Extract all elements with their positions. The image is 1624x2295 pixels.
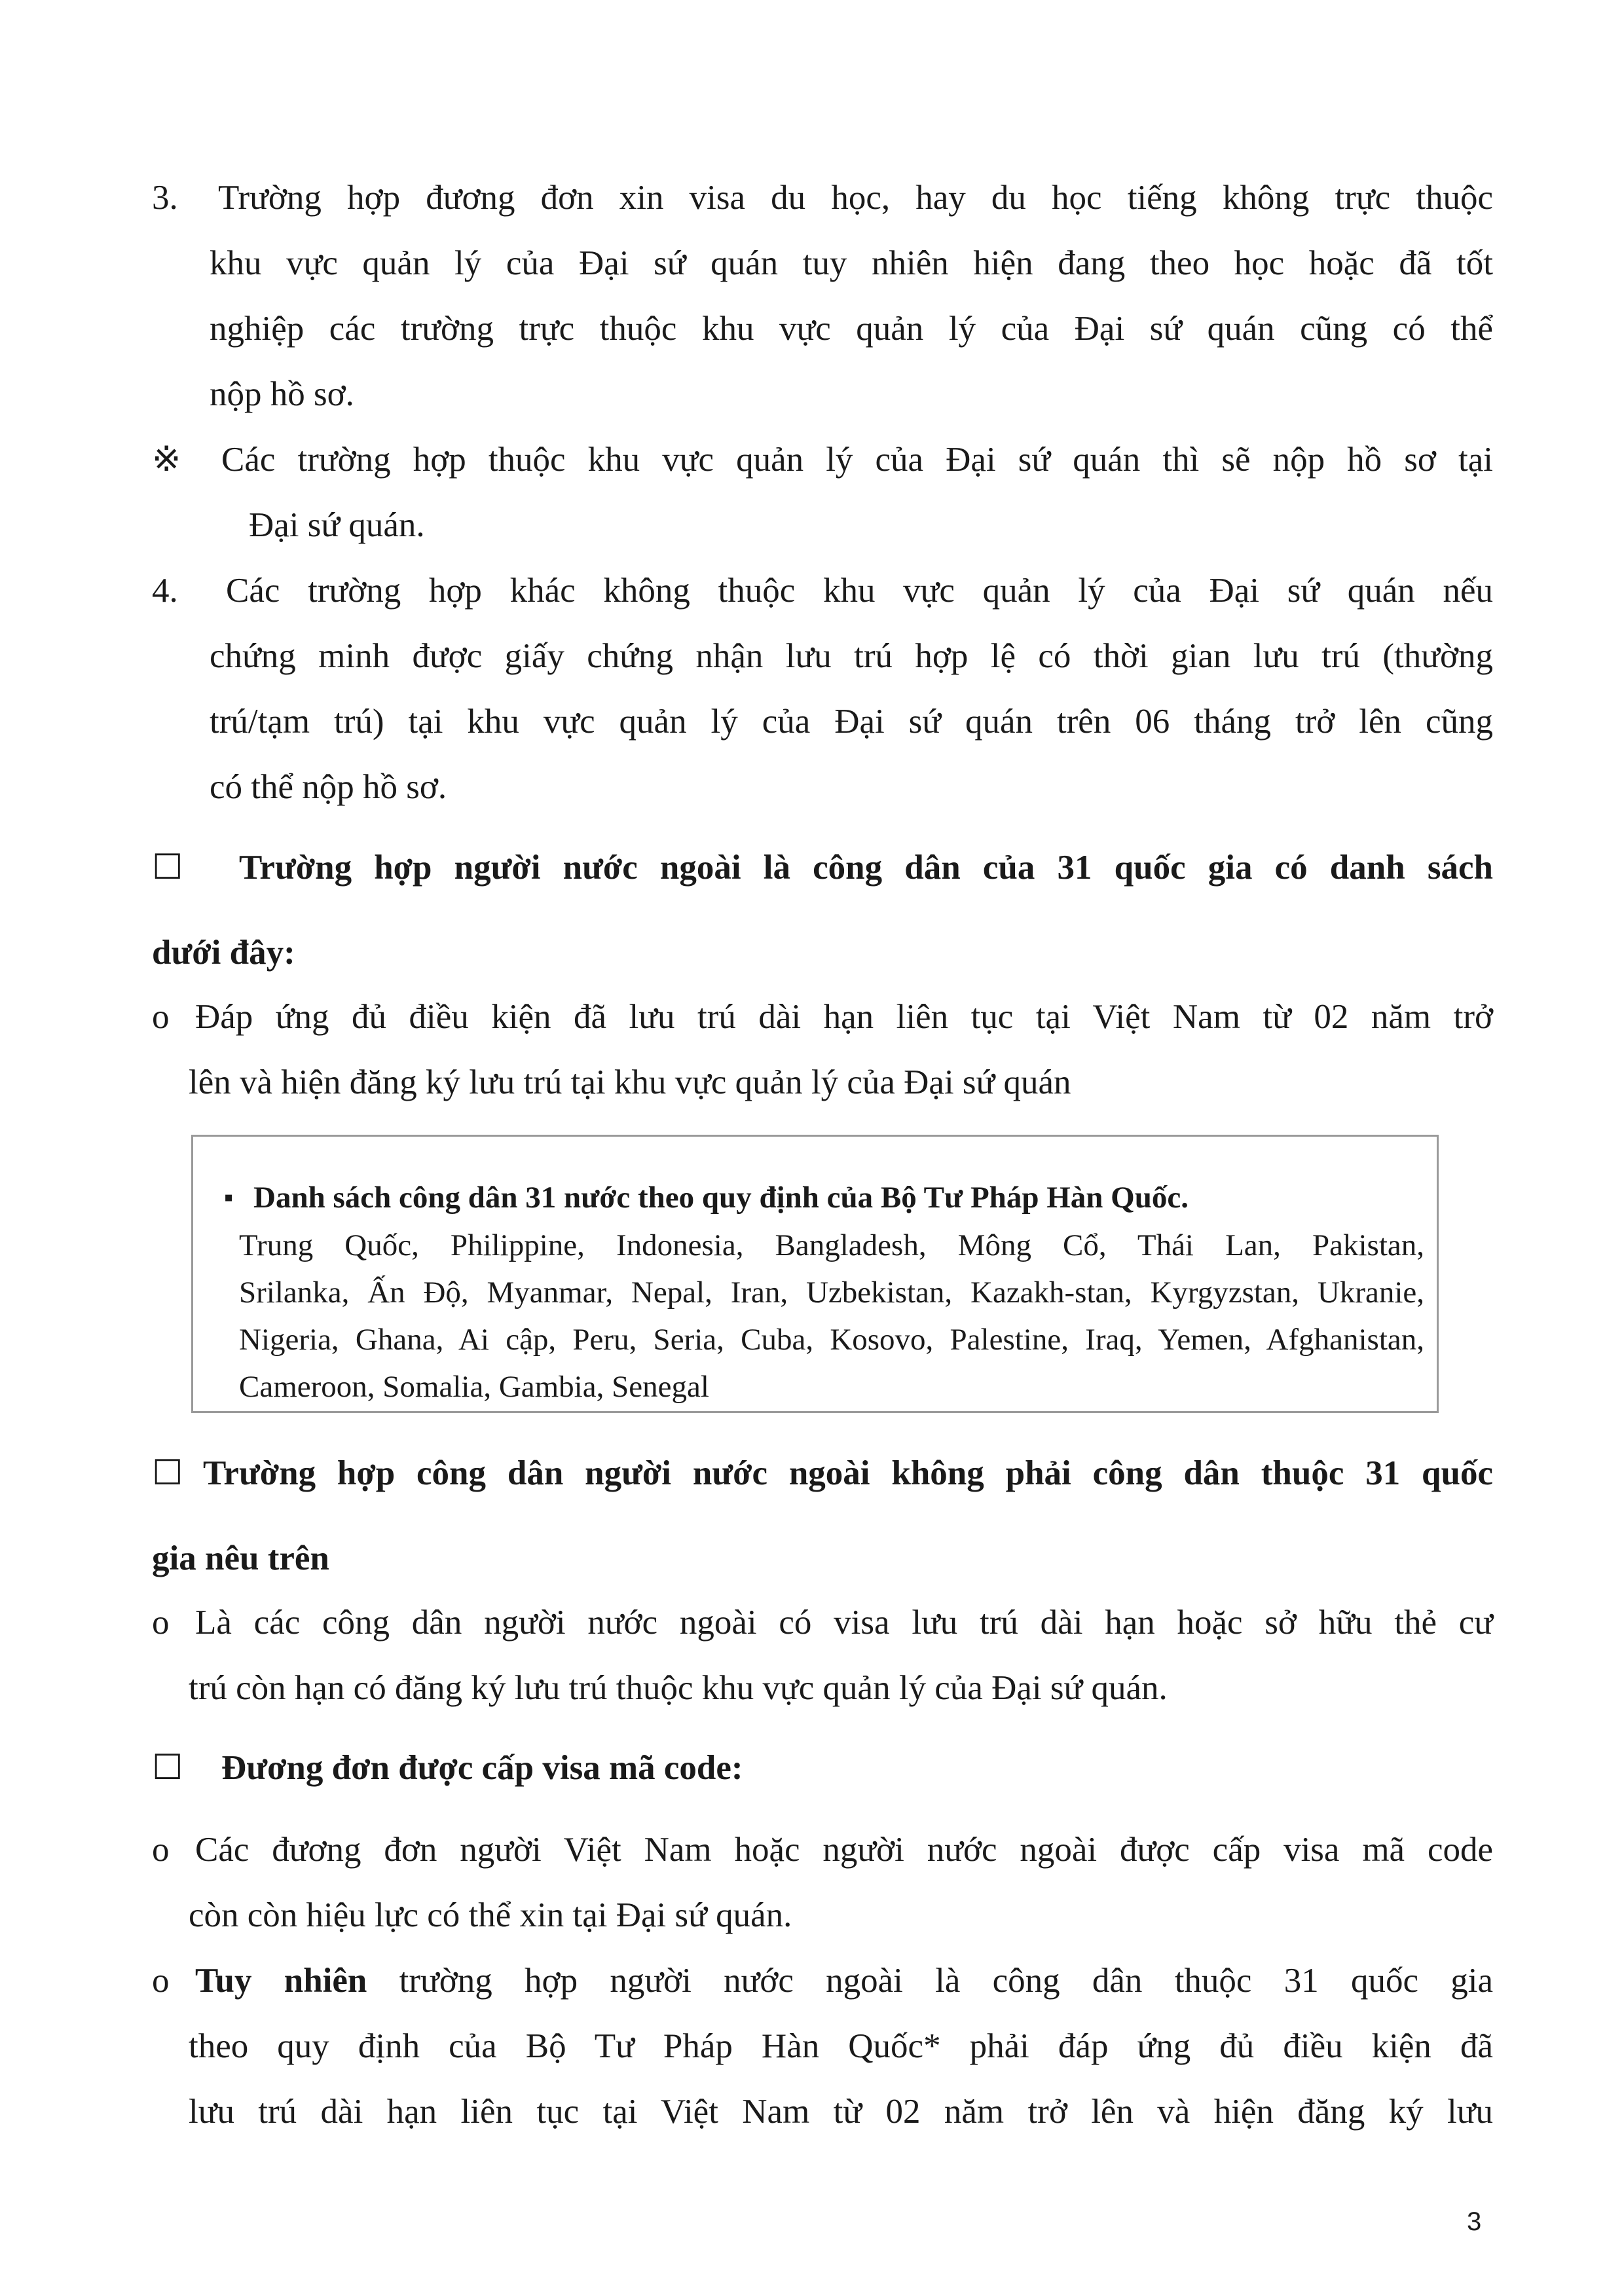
note-line-2: Đại sứ quán. bbox=[249, 506, 425, 544]
section-1-bullet-line-1: Đáp ứng đủ điều kiện đã lưu trú dài hạn liên tục tại Việt Nam từ 02 năm trở bbox=[195, 998, 1493, 1036]
country-list-line-1: Trung Quốc, Philippine, Indonesia, Bangladesh, Mông Cổ, Thái Lan, Pakistan, bbox=[239, 1228, 1424, 1262]
note-line-1: Các trường hợp thuộc khu vực quản lý của Đại sứ quán thì sẽ nộp hồ sơ tại bbox=[221, 441, 1493, 479]
section-3-bullet-1-icon: o bbox=[152, 1831, 170, 1869]
country-list-title: Danh sách công dân 31 nước theo quy định của Bộ Tư Pháp Hàn Quốc. bbox=[253, 1181, 1189, 1215]
section-3-bullet-2-line-2: theo quy định của Bộ Tư Pháp Hàn Quốc* phải đáp ứng đủ điều kiện đã bbox=[189, 2027, 1493, 2065]
section-3-bullet-2-icon: o bbox=[152, 1962, 170, 2000]
section-2-bullet-line-1: Là các công dân người nước ngoài có visa lưu trú dài hạn hoặc sở hữu thẻ cư bbox=[195, 1604, 1493, 1642]
country-list-line-3: Nigeria, Ghana, Ai cập, Peru, Seria, Cuba, Kosovo, Palestine, Iraq, Yemen, Afghanistan, bbox=[239, 1323, 1424, 1357]
item-3-line-3: nghiệp các trường trực thuộc khu vực quản lý của Đại sứ quán cũng có thể bbox=[210, 310, 1493, 348]
country-list-bullet-icon: ▪ bbox=[224, 1183, 234, 1212]
item-3-line-4: nộp hồ sơ. bbox=[210, 375, 354, 413]
item-4-line-1: Các trường hợp khác không thuộc khu vực quản lý của Đại sứ quán nếu bbox=[226, 572, 1493, 610]
however-bold-text: Tuy nhiên bbox=[195, 1962, 367, 2000]
section-3-bullet-1-line-2: còn còn hiệu lực có thể xin tại Đại sứ quán. bbox=[189, 1896, 792, 1934]
item-3-line-1: Trường hợp đương đơn xin visa du học, hay du học tiếng không trực thuộc bbox=[218, 179, 1493, 217]
item-3-number: 3. bbox=[152, 179, 178, 217]
section-2-bullet-icon: o bbox=[152, 1604, 170, 1642]
section-1-bullet-line-2: lên và hiện đăng ký lưu trú tại khu vực quản lý của Đại sứ quán bbox=[189, 1063, 1071, 1101]
section-2-checkbox-icon: ☐ bbox=[152, 1454, 183, 1492]
section-1-heading-line-1: Trường hợp người nước ngoài là công dân của 31 quốc gia có danh sách bbox=[239, 849, 1493, 887]
section-2-heading-line-2: gia nêu trên bbox=[152, 1539, 329, 1577]
item-4-line-2: chứng minh được giấy chứng nhận lưu trú hợp lệ có thời gian lưu trú (thường bbox=[210, 637, 1493, 675]
item-4-line-4: có thể nộp hồ sơ. bbox=[210, 768, 447, 806]
item-4-number: 4. bbox=[152, 572, 178, 610]
section-1-checkbox-icon: ☐ bbox=[152, 849, 183, 887]
country-list-line-4: Cameroon, Somalia, Gambia, Senegal bbox=[239, 1370, 709, 1404]
section-3-bullet-2-line-1 bbox=[195, 1948, 1493, 2013]
section-3-bullet-2-line-3: lưu trú dài hạn liên tục tại Việt Nam từ 02 năm trở lên và hiện đăng ký lưu bbox=[189, 2093, 1493, 2131]
item-3-line-2: khu vực quản lý của Đại sứ quán tuy nhiên hiện đang theo học hoặc đã tốt bbox=[210, 244, 1493, 282]
section-2-heading-line-1: Trường hợp công dân người nước ngoài không phải công dân thuộc 31 quốc bbox=[203, 1454, 1493, 1492]
section-3-bullet-1-line-1: Các đương đơn người Việt Nam hoặc người nước ngoài được cấp visa mã code bbox=[195, 1831, 1493, 1869]
country-list-line-2: Srilanka, Ấn Độ, Myanmar, Nepal, Iran, Uzbekistan, Kazakh-stan, Kyrgyzstan, Ukranie, bbox=[239, 1276, 1424, 1310]
section-2-bullet-line-2: trú còn hạn có đăng ký lưu trú thuộc khu vực quản lý của Đại sứ quán. bbox=[189, 1669, 1168, 1707]
section-3-checkbox-icon: ☐ bbox=[152, 1749, 183, 1787]
page-number: 3 bbox=[1467, 2207, 1482, 2236]
item-4-line-3: trú/tạm trú) tại khu vực quản lý của Đại sứ quán trên 06 tháng trở lên cũng bbox=[210, 703, 1493, 741]
section-1-bullet-icon: o bbox=[152, 998, 170, 1036]
section-3-bullet-2-line-1-rest: trường hợp người nước ngoài là công dân thuộc 31 quốc gia bbox=[367, 1962, 1493, 2000]
section-3-heading: Đương đơn được cấp visa mã code: bbox=[221, 1749, 743, 1787]
note-reference-mark: ※ bbox=[152, 441, 181, 479]
section-1-heading-line-2: dưới đây: bbox=[152, 934, 295, 972]
